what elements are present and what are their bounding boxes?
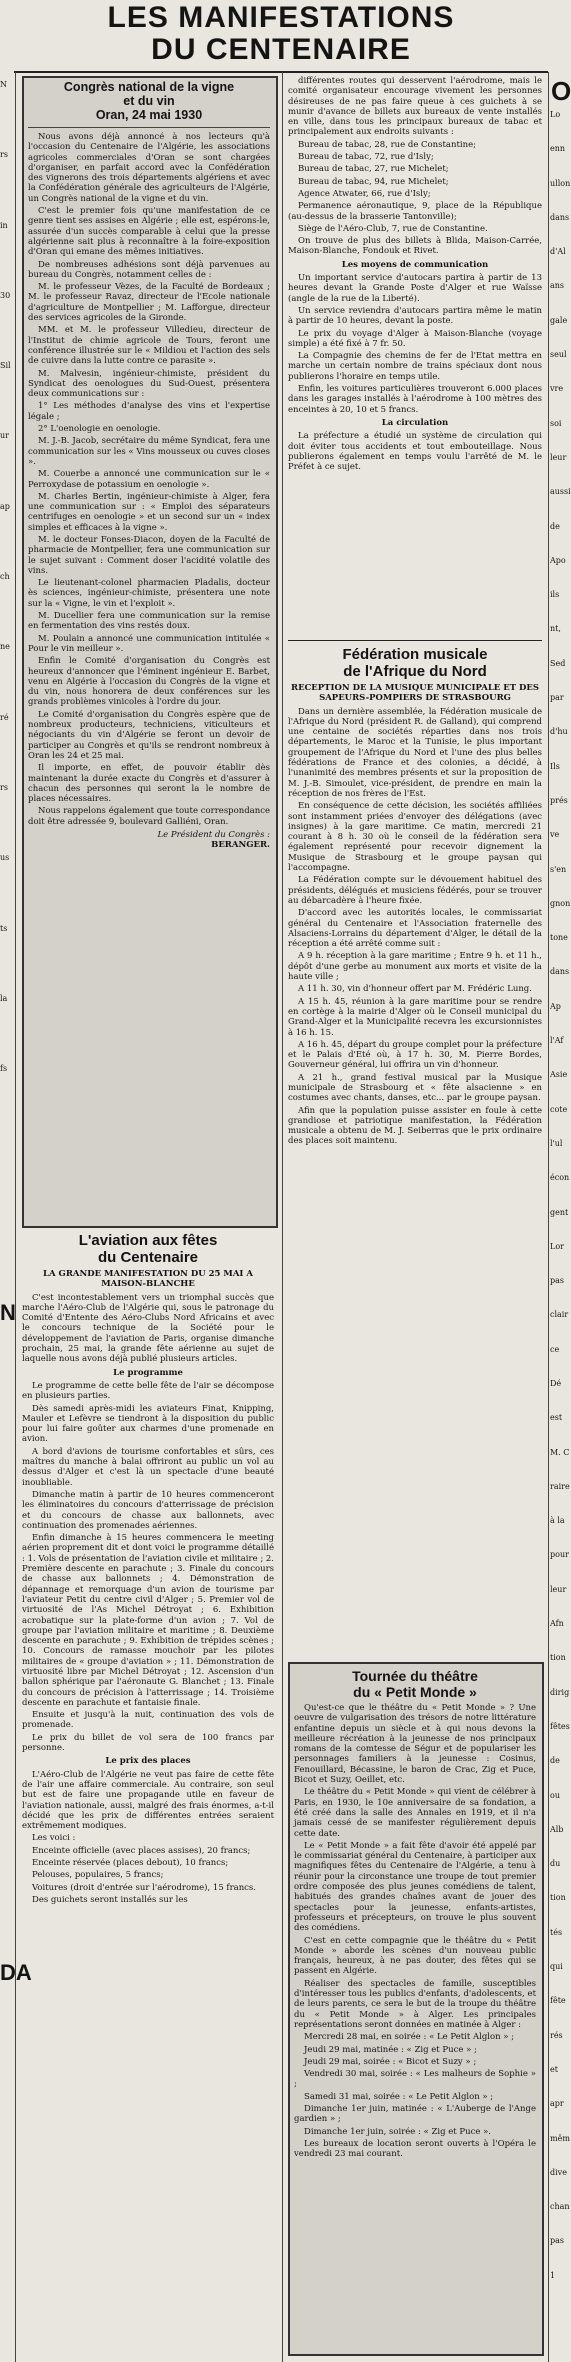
theatre-paragraph: Le « Petit Monde » a fait fête d'avoir été appelé par le commissariat général du Centenaire, à participer aux magnifiques fêtes du Centenaire de l'Algérie, a tenu à réunir pour la circonstance une troupe de tout premier ordre composée des plus jeunes comédiens de talent, habitués des grandes chaînes avant de jouer des spectacles pour la jeunesse, enfants-artistes, professeurs et précepteurs, on trouve le plus souvent des comédiens.	[294, 1840, 536, 1934]
aviation-program-paragraph: Dès samedi après-midi les aviateurs Finat, Knipping, Mauler et Lefèvre se tiendront à la disposition du public pour lui faire goûter aux charmes d'une promenade en avion.	[22, 1403, 274, 1445]
right-edge-fragment: est	[550, 1413, 563, 1423]
federation-paragraph: A 11 h. 30, vin d'honneur offert par M. Frédéric Lung.	[298, 984, 532, 995]
federation-paragraph: A 21 h., grand festival musical par la Musique municipale de Strasbourg et « fête alsacienne » en costumes avec chants, danses, etc... par le groupe paysan.	[288, 1072, 542, 1104]
right-edge-fragment: pas	[550, 1276, 564, 1286]
aviation-prices-paragraph: Pelouses, populaires, 5 francs;	[32, 1870, 164, 1881]
federation-paragraph: Afin que la population puisse assister en foule à cette grandiose et patriotique manifestation, la Fédération musicale a obtenu de M. J. Seiberras que le prix ordinaire des places soit maintenu.	[288, 1105, 542, 1147]
federation-article	[288, 646, 542, 1656]
left-edge-fragment: ap	[0, 501, 10, 511]
circulation-paragraph: La préfecture a étudié un système de circulation qui doit éviter tous accidents et tout embouteillage. Nous publierons également en temps voulu l'arrêté de M. le Préfet à ce sujet.	[288, 431, 542, 473]
congres-paragraph: M. le docteur Fonses-Diacon, doyen de la Faculté de pharmacie de Montpellier, fera une communication sur le sujet suivant : Comment doser l'acidité volatile des vins.	[28, 534, 270, 576]
right-edge-fragment: Alb	[550, 1824, 564, 1834]
left-edge-column	[0, 80, 12, 2350]
right-edge-fragment: chan	[550, 2202, 570, 2212]
right-edge-fragment: à la	[550, 1516, 565, 1526]
right-edge-fragment: tone	[550, 933, 568, 943]
right-edge-fragment: dans	[550, 967, 570, 977]
congres-paragraph: Enfin le Comité d'organisation du Congrès est heureux d'annoncer que l'éminent ingénieur E. Barbet, venu en Algérie à l'occasion du Congrès de la vigne et du vin, nous honorera de deux conférences sur les grands problèmes vinicoles à l'ordre du jour.	[28, 656, 270, 708]
aviation-program-paragraph: Enfin dimanche à 15 heures commencera le meeting aérien proprement dit et dont voici le programme détaillé : 1. Vols de présentation de l'aviation civile et militaire ; 2. Première descente en parachute ; 3. Finale du concours de chasse aux ballonnets ; 4. Démonstration de dépannage et remorquage d'un avion de tourisme par l'aviateur Petit du centre civil d'Alger ; 5. Premier vol de virtuosité de l'As Michel Détroyat ; 6. Exhibition acrobatique sur la plate-forme d'un avion ; 7. Vol de groupe par l'aviation militaire et maritime ; 8. Deuxième descente en parachute ; 9. Exhibition de trépides scènes ; 10. Concours de ramasse mouchoir par les pilotes militaires de « groupe d'aviation » ; 11. Démonstration de virtuosité libre par Michel Détroyat ; 12. Ascension d'un ballon sphérique par l'aéronaute G. Blanchet ; 13. Finale du concours de précision à l'atterrissage ; 14. Troisième descente en parachute et fantaisie finale.	[22, 1533, 274, 1708]
aviation-program-paragraph: Dimanche matin à partir de 10 heures commenceront les éliminatoires du concours d'atterrissage de précision et du concours de chasse aux ballonnets, avec continuation des promenades aériennes.	[22, 1489, 274, 1531]
congres-body	[28, 132, 270, 827]
aviation-subhead: LA GRANDE MANIFESTATION DU 25 MAI A MAISON-BLANCHE	[43, 1269, 253, 1290]
aviation-program-heading: Le programme	[113, 1367, 183, 1378]
ticket-outlet-paragraph: Bureau de tabac, 27, rue Michelet;	[298, 164, 449, 175]
aviation-title-1: L'aviation aux fêtes	[78, 1232, 218, 1249]
aviation-prices-paragraph: Voitures (droit d'entrée sur l'aérodrome), 15 francs.	[32, 1882, 257, 1893]
congres-dateline: Oran, 24 mai 1930	[95, 108, 203, 122]
right-edge-fragment: ans	[550, 281, 565, 291]
congres-paragraph: Le lieutenant-colonel pharmacien Pladalis, docteur ès sciences, ingénieur-chimiste, présentera une note sur la « Vigne, le vin et l'exploit ».	[28, 578, 270, 609]
federation-title-1: Fédération musicale	[342, 646, 488, 663]
right-edge-fragment: pas	[550, 2236, 564, 2246]
left-edge-fragment: rs	[0, 782, 8, 792]
aviation-title-2: du Centenaire	[97, 1249, 199, 1266]
column-rule-2	[282, 72, 283, 2362]
ticket-outlet-paragraph: Bureau de tabac, 94, rue Michelet;	[298, 176, 449, 187]
congres-paragraph: M. Malvesin, ingénieur-chimiste, président du Syndicat des oenologues du Sud-Ouest, présentera deux communications sur :	[28, 368, 270, 400]
congres-paragraph: M. Charles Bertin, ingénieur-chimiste à Alger, fera une communication sur : « Emploi des séparateurs centrifuges en oenologie » et un second sur un « index simples et efficaces à la vigne ».	[28, 491, 270, 533]
congres-signature-line: Le Président du Congrès :	[157, 830, 270, 840]
right-edge-fragment: Afn	[550, 1619, 564, 1629]
circulation-heading: La circulation	[381, 417, 449, 428]
aviation-article	[22, 1232, 274, 2358]
left-edge-fragment: in	[0, 220, 8, 230]
right-edge-fragment: l'ul	[550, 1138, 563, 1148]
left-edge-fragment: ne	[0, 642, 10, 652]
congres-title-2: et du vin	[123, 94, 175, 108]
federation-paragraph: En conséquence de cette décision, les sociétés affiliées sont instamment priées d'envoyer des délégations (avec insignes) à la gare maritime. Ce matin, mercredi 21 courant à 8 h. 30 où le conseil de la fédération sera également représenté pour recevoir dignement la Musique de Strasbourg et le groupe paysan qui l'accompagne.	[288, 801, 542, 874]
theatre-paragraph: Jeudi 29 mai, matinée : « Zig et Puce » ;	[304, 2044, 477, 2055]
federation-paragraph: D'accord avec les autorités locales, le commissariat général du Centenaire et l'Association fraternelle des Alsaciens-Lorrains du département d'Alger, le détail de la réception a été arrêté comme suit :	[288, 908, 542, 950]
congres-paragraph: M. Poulain a annoncé une communication intitulée « Pour le vin meilleur ».	[28, 633, 270, 654]
right-edge-fragment: ullon	[550, 178, 571, 188]
aviation-program-paragraph: A bord d'avions de tourisme confortables et sûrs, ces maîtres du manche à balai offriront au public un vol au dessus d'Alger et c'est là un spectacle d'une beauté inoubliable.	[22, 1446, 274, 1488]
left-edge-fragment: fs	[0, 1064, 8, 1074]
congres-paragraph: C'est le premier fois qu'une manifestation de ce genre tient ses assises en Algérie ; elle est, espérons-le, assurée d'un succès comparable à celui que la presse algérienne sait plus à reconnaître à la foire-exposition d'Oran qui emane des mêmes initiatives.	[28, 206, 270, 258]
ticket-outlet-paragraph: Bureau de tabac, 28, rue de Constantine;	[298, 139, 476, 150]
aviation-prices-heading: Le prix des places	[105, 1756, 191, 1767]
right-edge-fragment: gent	[550, 1207, 569, 1217]
right-edge-fragment: dirig	[550, 1687, 570, 1697]
aviation-prices-paragraph: Les voici :	[32, 1833, 76, 1844]
right-edge-fragment: tion	[550, 1653, 566, 1663]
congres-article	[28, 80, 270, 1220]
right-edge-fragment: dive	[550, 2167, 567, 2177]
ticket-outlet-paragraph: Agence Atwater, 66, rue d'Isly;	[298, 188, 431, 199]
right-edge-fragment: Lor	[550, 1241, 564, 1251]
congres-title-1: Congrès national de la vigne	[63, 80, 235, 94]
right-edge-fragment: fêtes	[550, 1721, 570, 1731]
right-edge-fragment: Ap	[550, 1001, 561, 1011]
right-edge-fragment: d'hu	[550, 727, 568, 737]
congres-paragraph: De nombreuses adhésions sont déjà parvenues au bureau du Congrès, notamment celles de :	[28, 259, 270, 280]
right-edge-fragment: apr	[550, 2099, 564, 2109]
column-rule-3	[548, 72, 549, 2362]
right-edge-fragment: gale	[550, 315, 568, 325]
right-edge-big-letter: O	[551, 76, 571, 106]
aviation-prices-paragraph: L'Aéro-Club de l'Algérie ne veut pas faire de cette fête de l'air une affaire commerciale. Au contraire, son seul but est de faire une propagande utile en faveur de l'aviation nationale, aussi, malgré des frais énormes, a-t-il décidé que les prix de différentes entrées seraient extrêmement modiques.	[22, 1769, 274, 1832]
right-edge-fragment: vre	[550, 384, 564, 394]
right-edge-fragment: cote	[550, 1104, 568, 1114]
congres-paragraph: M. Couerbe a annoncé une communication sur le « Perroxydase de potassium en oenologie ».	[28, 469, 270, 490]
right-edge-fragment: de	[550, 1756, 560, 1766]
theatre-paragraph: Vendredi 30 mai, soirée : « Les malheurs de Sophie » ;	[294, 2069, 536, 2090]
left-edge-fragment: N	[0, 80, 7, 89]
right-edge-fragment: mêm	[550, 2133, 570, 2143]
left-edge-fragment: ré	[0, 712, 9, 722]
congres-paragraph: M. le professeur Vèzes, de la Faculté de Bordeaux ; M. le professeur Ravaz, directeur de l'Ecole nationale d'agriculture de Montpellier ; M. Lafforgue, directeur des services agricoles de la Gironde.	[28, 282, 270, 324]
right-edge-fragment: enn	[550, 144, 566, 154]
federation-body	[288, 707, 542, 1147]
left-edge-fragment: ts	[0, 923, 8, 933]
theatre-paragraph: Le théâtre du « Petit Monde » qui vient de célébrer à Paris, en 1930, le 10e anniversaire de sa fondation, a été créé dans la salle des Annales en 1919, et il n'a jamais cessé de se manifester régulièrement depuis cette date.	[294, 1787, 536, 1839]
right-edge-fragment: seul	[550, 350, 567, 360]
right-edge-fragment: ou	[550, 1790, 560, 1800]
communication-paragraph: Un important service d'autocars partira à partir de 13 heures devant la Grande Poste d'Alger et rue Waïsse (angle de la rue de la Liberté).	[288, 273, 542, 304]
right-edge-fragment: gnon	[550, 898, 571, 908]
congres-paragraph: Le Comité d'organisation du Congrès espère que de nombreux producteurs, techniciens, viticulteurs et négociants du vin d'Algérie se feront un devoir de participer au Congrès et qu'ils se rendront nombreux à Oran les 24 et 25 mai.	[28, 709, 270, 761]
theatre-paragraph: Dimanche 1er juin, matinée : « L'Auberge de l'Ange gardien » ;	[294, 2103, 536, 2125]
aviation-continued	[288, 76, 542, 636]
masthead-line2: DU CENTENAIRE	[151, 33, 411, 66]
right-edge-fragment: tés	[550, 1927, 563, 1937]
right-edge-fragment: Asie	[550, 1070, 568, 1080]
left-edge-fragment: ch	[0, 572, 10, 582]
right-edge-fragment: clair	[550, 1310, 569, 1320]
column-rule-1	[15, 72, 16, 2362]
right-edge-fragment: ce	[550, 1344, 560, 1354]
communication-paragraph: Enfin, les voitures particulières trouveront 6.000 places dans les garages installés à l'aérodrome à 100 mètres des enceintes à 20, 10 et 5 francs.	[288, 384, 542, 415]
theatre-paragraph: C'est en cette compagnie que le théâtre du « Petit Monde » aborde les scènes d'un nouveau public français, heureux, à ne pas douter, des fêtes qui se passent en Algérie.	[294, 1935, 536, 1977]
right-edge-fragment: M. C	[550, 1447, 570, 1457]
congres-paragraph: M. Ducellier fera une communication sur la remise en fermentation des vins restés doux.	[28, 611, 270, 632]
ticket-outlet-paragraph: Siège de l'Aéro-Club, 7, rue de Constantine.	[298, 223, 488, 234]
right-edge-fragment: par	[550, 693, 564, 703]
masthead-line1: LES MANIFESTATIONS	[107, 1, 455, 34]
left-edge-fragment: rs	[0, 150, 8, 160]
right-edge-column	[550, 110, 571, 2360]
right-edge-fragment: ils	[550, 590, 560, 600]
theatre-paragraph: Dimanche 1er juin, soirée : « Zig et Puce ».	[304, 2126, 492, 2137]
right-edge-fragment: Ils	[550, 761, 560, 771]
right-edge-fragment: Apo	[550, 555, 566, 565]
masthead-rule	[14, 71, 548, 73]
federation-top-rule	[288, 640, 542, 641]
right-edge-fragment: d'Al	[550, 247, 566, 257]
right-edge-fragment: écon	[550, 1173, 570, 1183]
left-edge-big-2: DA	[0, 1960, 32, 1985]
theatre-title-1: Tournée du théâtre	[352, 1668, 478, 1684]
congres-paragraph: MM. et M. le professeur Villedieu, directeur de l'Institut de chimie agricole de Tours, feront une conférence illustrée sur le « Mildiou et l'action des sels de cuivre dans la lutte contre ce parasite ».	[28, 325, 270, 367]
right-edge-fragment: pour	[550, 1550, 569, 1560]
communication-body	[288, 273, 542, 415]
federation-paragraph: A 16 h. 45, départ du groupe complet pour la préfecture et le Palais d'Eté où, à 17 h. 30, M. Pierre Bordes, Gouverneur général, lui offrira un vin d'honneur.	[288, 1039, 542, 1071]
federation-paragraph: Dans un dernière assemblée, la Fédération musicale de l'Afrique du Nord (président R. de Galland), qui comprend une centaine de sociétés réparties dans nos trois départements, le Maroc et la Tunisie, le plus important groupement de l'Afrique du Nord et l'une des plus belles fédérations de France et des colonies, a décidé, à l'unanimité des membres présents et sur la proposition de M. J.-B. Simoulet, vice-président, de prendre en main la réception de nos frères de l'Est.	[288, 706, 542, 799]
masthead	[10, 2, 552, 66]
aviation-program-paragraph: Le prix du billet de vol sera de 100 francs par personne.	[22, 1732, 274, 1754]
federation-subhead: RECEPTION DE LA MUSIQUE MUNICIPALE ET DES SAPEURS-POMPIERS DE STRASBOURG	[291, 683, 539, 704]
aviation-prices	[22, 1770, 274, 1906]
federation-paragraph: La Fédération compte sur le dévouement habituel des présidents, délégués et musiciens fédérés, pour se trouver au débarcadère à l'heure fixée.	[288, 875, 542, 906]
aviation-program	[22, 1381, 274, 1753]
communication-paragraph: La Compagnie des chemins de fer de l'Etat mettra en marche un certain nombre de trains spéciaux dont nous publierons l'horaire en temps utile.	[288, 351, 542, 382]
theatre-paragraph: Mercredi 28 mai, en soirée : « Le Petit Alglon » ;	[304, 2032, 515, 2043]
congres-paragraph: M. J.-B. Jacob, secrétaire du même Syndicat, fera une communication sur les « Vins mousseux ou cuves closes ».	[28, 436, 270, 467]
right-edge-fragment: Sed	[550, 658, 566, 668]
communication-paragraph: Un service reviendra d'autocars partira même le matin à partir de 10 heures, devant la poste.	[288, 305, 542, 327]
congres-paragraph: Nous avons déjà annoncé à nos lecteurs qu'à l'occasion du Centenaire de l'Algérie, les associations agricoles commerciales d'Oran se sont chargées d'organiser, en parfait accord avec la Confédération des vignerons des trois départements algériens et avec la Confédération générale des agriculteurs de l'Algérie, un Congrès national de la vigne et du vin.	[28, 132, 270, 204]
ticket-outlet-paragraph: Bureau de tabac, 72, rue d'Isly;	[298, 152, 434, 163]
federation-paragraph: A 9 h. réception à la gare maritime ; Entre 9 h. et 11 h., dépôt d'une gerbe au monument aux morts et visite de la haute ville ;	[288, 951, 542, 983]
right-edge-fragment: prés	[550, 795, 568, 805]
theatre-body	[294, 1703, 536, 2159]
right-edge-fragment: 1	[550, 2270, 556, 2280]
right-edge-fragment: s'en	[550, 864, 567, 874]
aviation-prices-paragraph: Enceinte officielle (avec places assises), 20 francs;	[32, 1845, 251, 1856]
right-edge-fragment: leur	[550, 452, 567, 462]
communication-paragraph: Le prix du voyage d'Alger à Maison-Blanche (voyage simple) a été fixé à 7 fr. 50.	[288, 328, 542, 349]
aviation-prices-paragraph: Des guichets seront installés sur les	[32, 1894, 188, 1905]
theatre-paragraph: Jeudi 29 mai, soirée : « Bicot et Suzy » ;	[304, 2056, 477, 2067]
right-edge-fragment: aussi	[550, 487, 571, 497]
left-edge-big-1: N	[0, 1300, 16, 1325]
left-edge-fragment: ur	[0, 431, 9, 441]
aviation-program-paragraph: Ensuite et jusqu'à la nuit, continuation des vols de promenade.	[22, 1710, 274, 1731]
communication-heading: Les moyens de communication	[341, 259, 489, 270]
right-edge-fragment: du	[550, 1859, 561, 1869]
right-edge-fragment: fête	[550, 1996, 566, 2006]
congres-title-rule	[28, 127, 270, 128]
federation-title-2: de l'Afrique du Nord	[343, 663, 487, 680]
left-edge-fragment: la	[0, 993, 8, 1003]
ticket-outlets	[288, 76, 542, 257]
right-edge-fragment: dans	[550, 212, 570, 222]
congres-paragraph: Nous rappelons également que toute correspondance doit être adressée 9, boulevard Galliéni, Oran.	[28, 806, 270, 827]
congres-paragraph: 1° Les méthodes d'analyse des vins et l'expertise légale ;	[28, 401, 270, 422]
theatre-title-2: du « Petit Monde »	[353, 1684, 477, 1700]
theatre-article	[294, 1668, 536, 2348]
theatre-paragraph: Samedi 31 mai, soirée : « Le Petit Alglon » ;	[304, 2091, 494, 2102]
congres-signature-name: BERANGER.	[211, 840, 270, 851]
theatre-paragraph: Qu'est-ce que le théâtre du « Petit Monde » ? Une oeuvre de vulgarisation des trésors de notre littérature enfantine depuis un siècle et à qui nous devons la meilleure récréation à la jeunesse de nos principaux romans de la comtesse de Ségur et de populariser les personnages familiers à la jeunesse : Cosinus, Fenouillard, Bécassine, le baron de Crac, Zig et Puce, Bicot et Suzy, Oeillet, etc.	[294, 1703, 536, 1786]
aviation-intro: C'est incontestablement vers un triomphal succès que marche l'Aéro-Club de l'Algérie qui, sous le patronage du Comité d'Entente des Aéro-Clubs Nord Africains et avec le concours technique de la Société pour le développement de l'aviation de Paris, organise dimanche prochain, 25 mai, la grande fête aérienne au sujet de laquelle nous avons déjà publié plusieurs articles.	[22, 1292, 274, 1365]
right-edge-fragment: ve	[550, 830, 560, 840]
theatre-paragraph: Les bureaux de location seront ouverts à l'Opéra le vendredi 23 mai courant.	[294, 2138, 536, 2160]
circulation-body	[288, 431, 542, 472]
left-edge-fragment: 30	[0, 290, 11, 300]
theatre-paragraph: Réaliser des spectacles de famille, susceptibles d'intéresser tous les publics d'enfants, d'adolescents, et de leurs parents, ce sera le but de la troupe du théâtre du « Petit Monde » à Alger. Les principales représentations seront données en matinée à Alger :	[294, 1978, 536, 2030]
right-edge-fragment: raire	[550, 1481, 570, 1491]
right-edge-fragment: leur	[550, 1584, 567, 1594]
right-edge-fragment: Dé	[550, 1378, 562, 1388]
congres-paragraph: 2° L'oenologie en oenologie.	[38, 424, 161, 435]
right-edge-fragment: soi	[550, 418, 562, 428]
right-edge-fragment: qui	[550, 1962, 563, 1972]
ticket-outlet-paragraph: Permanence aéronautique, 9, place de la République (au-dessus de la brasserie Tantonville);	[288, 201, 542, 222]
right-edge-fragment: tion	[550, 1893, 566, 1903]
left-edge-fragment: Sil	[0, 361, 11, 371]
aviation-prices-paragraph: Enceinte réservée (places debout), 10 francs;	[32, 1858, 229, 1869]
congres-paragraph: Il importe, en effet, de pouvoir établir dès maintenant la durée exacte du Congrès et d'assurer à chacun des personnes qui seront la le nombre de places nécessaires.	[28, 763, 270, 805]
right-edge-fragment: rés	[550, 2030, 563, 2040]
aviation-program-paragraph: Le programme de cette belle fête de l'air se décompose en plusieurs parties.	[22, 1380, 274, 1402]
right-edge-fragment: et	[550, 2064, 558, 2074]
ticket-outlet-paragraph: différentes routes qui desservent l'aérodrome, mais le comité organisateur encourage vivement les personnes désireuses de ne pas faire queue à ces guichets à se munir d'avance de billets aux bureaux de vente installés en ville, dans tous les principaux bureaux de tabac et principalement aux endroits suivants :	[288, 76, 542, 138]
right-edge-fragment: de	[550, 521, 560, 531]
left-edge-fragment: us	[0, 853, 10, 863]
federation-paragraph: A 15 h. 45, réunion à la gare maritime pour se rendre en cortège à la mairie d'Alger où le Conseil municipal du Grand-Alger et la Municipalité recevra les excursionnistes à 16 h. 15.	[288, 996, 542, 1038]
ticket-outlet-paragraph: On trouve de plus des billets à Blida, Maison-Carrée, Maison-Blanche, Fondouk et Rivet.	[288, 236, 542, 257]
right-edge-fragment: nt,	[550, 624, 561, 634]
right-edge-fragment: l'Af	[550, 1036, 564, 1046]
right-edge-fragment: Lo	[550, 110, 561, 119]
